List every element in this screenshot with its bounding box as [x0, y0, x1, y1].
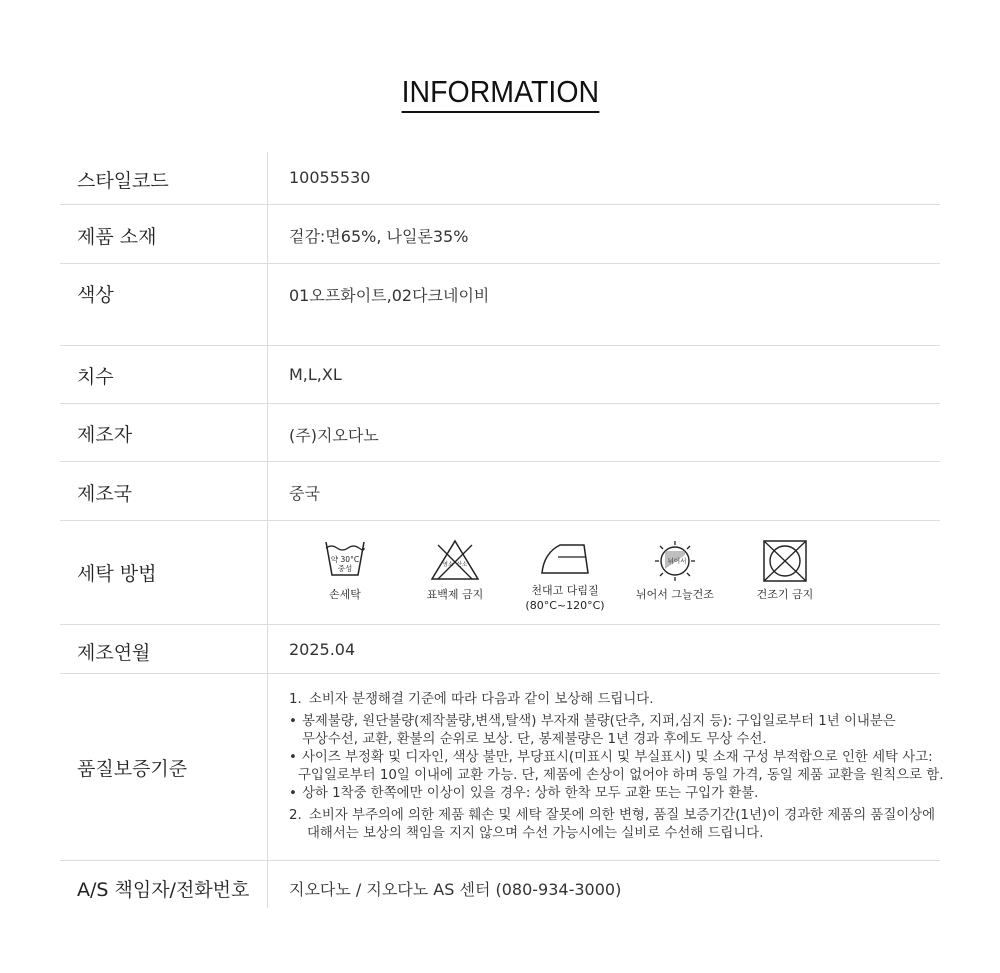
warranty-marker: •: [289, 786, 297, 801]
wash-item: [620, 539, 730, 613]
row-label: 세탁 방법: [60, 521, 268, 624]
row-label: 스타일코드: [60, 152, 268, 204]
material-value: 겉감:면65%, 나일론35%: [289, 227, 469, 246]
wash-item: [290, 539, 400, 613]
date-value: 2025.04: [289, 640, 356, 659]
no-bleach-oxygen: 산소: [456, 562, 468, 568]
row-color: [60, 264, 940, 346]
information-title-wrap: [0, 74, 1000, 113]
warranty-line: 상하 1착중 한쪽에만 이상이 있을 경우: 상하 한착 모두 교환 또는 구입가 환불.: [302, 786, 759, 801]
row-label: 제조자: [60, 404, 268, 461]
wash-caption: 표백제 금지: [426, 588, 484, 601]
row-washing: [60, 521, 940, 625]
as-contact-value: 지오다노 / 지오다노 AS 센터 (080-934-3000): [289, 880, 622, 899]
warranty-marker: 2.: [289, 808, 302, 823]
warranty-item: [289, 807, 943, 843]
wash-caption: 뉘어서 그늘건조: [636, 588, 714, 601]
row-size: [60, 346, 940, 404]
hand-wash-detergent: 중성: [337, 564, 353, 573]
warranty-line: 봉제불량, 원단불량(제작불량,변색,탈색) 부자재 불량(단추, 지퍼,심지 등): 구입일로부터 1년 이내분은: [302, 714, 896, 729]
no-bleach-chlorine: 염소: [442, 562, 454, 568]
row-label: 치수: [60, 346, 268, 403]
row-label: 제조연월: [60, 625, 268, 673]
row-maker: [60, 404, 940, 462]
warranty-line: 소비자 분쟁해결 기준에 따라 다음과 같이 보상해 드립니다.: [309, 692, 654, 707]
size-value: M,L,XL: [289, 365, 342, 384]
wash-caption: 건조기 금지: [756, 588, 814, 601]
country-value: 중국: [289, 484, 320, 503]
row-style-code: [60, 152, 940, 205]
warranty-list: [289, 691, 943, 843]
row-material: [60, 205, 940, 264]
warranty-line: 사이즈 부정확 및 디자인, 색상 불만, 부당표시(미표시 및 부실표시) 및 소재 구성 부적합으로 인한 세탁 사고:: [302, 750, 933, 765]
color-value: 01오프화이트,02다크네이비: [289, 286, 490, 305]
row-warranty: [60, 674, 944, 861]
iron-icon: [538, 539, 592, 579]
page-title: INFORMATION: [401, 74, 599, 113]
wash-caption: 손세탁: [329, 588, 361, 601]
warranty-line: 대해서는 보상의 책임을 지지 않으며 수선 가능시에는 실비로 수선해 드립니다.: [307, 826, 764, 841]
warranty-item: [289, 749, 943, 785]
no-tumble-dry-icon: [762, 539, 808, 583]
iron-caption: 천대고 다림질: [531, 584, 599, 597]
wash-item: [400, 539, 510, 613]
row-label: A/S 책임자/전화번호: [60, 861, 268, 908]
warranty-item: [289, 713, 943, 749]
iron-temp-range: (80°C~120°C): [525, 599, 605, 612]
wash-item: [510, 539, 620, 613]
warranty-line: 무상수선, 교환, 환불의 순위로 보상. 단, 봉제불량은 1년 경과 후에도 무상 수선.: [302, 732, 767, 747]
row-country: [60, 462, 940, 521]
row-label: 제품 소재: [60, 205, 268, 263]
warranty-marker: 1.: [289, 692, 302, 707]
row-label: 색상: [60, 264, 268, 345]
hand-wash-icon: [323, 539, 367, 583]
style-code-value: 10055530: [289, 168, 371, 187]
wash-caption: [525, 583, 604, 613]
row-label: 품질보증기준: [60, 674, 268, 860]
no-bleach-icon: [430, 539, 480, 583]
warranty-line: 소비자 부주의에 의한 제품 훼손 및 세탁 잘못에 의한 변형, 품질 보증기간(1년)이 경과한 제품의 품질이상에: [309, 808, 936, 823]
warranty-line: 구입일로부터 10일 이내에 교환 가능. 단, 제품에 손상이 없어야 하며 동일 가격, 동일 제품 교환을 원칙으로 함.: [298, 768, 944, 783]
warranty-item: [289, 785, 943, 803]
row-as-contact: [60, 861, 940, 908]
product-info-table: [60, 152, 944, 908]
wash-item: [730, 539, 840, 613]
maker-value: (주)지오다노: [289, 426, 379, 445]
hand-wash-temp: 약 30°C: [330, 555, 360, 564]
shade-dry-flat-icon: [653, 539, 697, 583]
warranty-marker: •: [289, 750, 297, 765]
warranty-item: [289, 691, 943, 709]
row-date: [60, 625, 940, 674]
warranty-marker: •: [289, 714, 297, 729]
washing-icons: [290, 539, 840, 613]
shade-dry-label: 뉘어서: [667, 557, 687, 565]
row-label: 제조국: [60, 462, 268, 520]
